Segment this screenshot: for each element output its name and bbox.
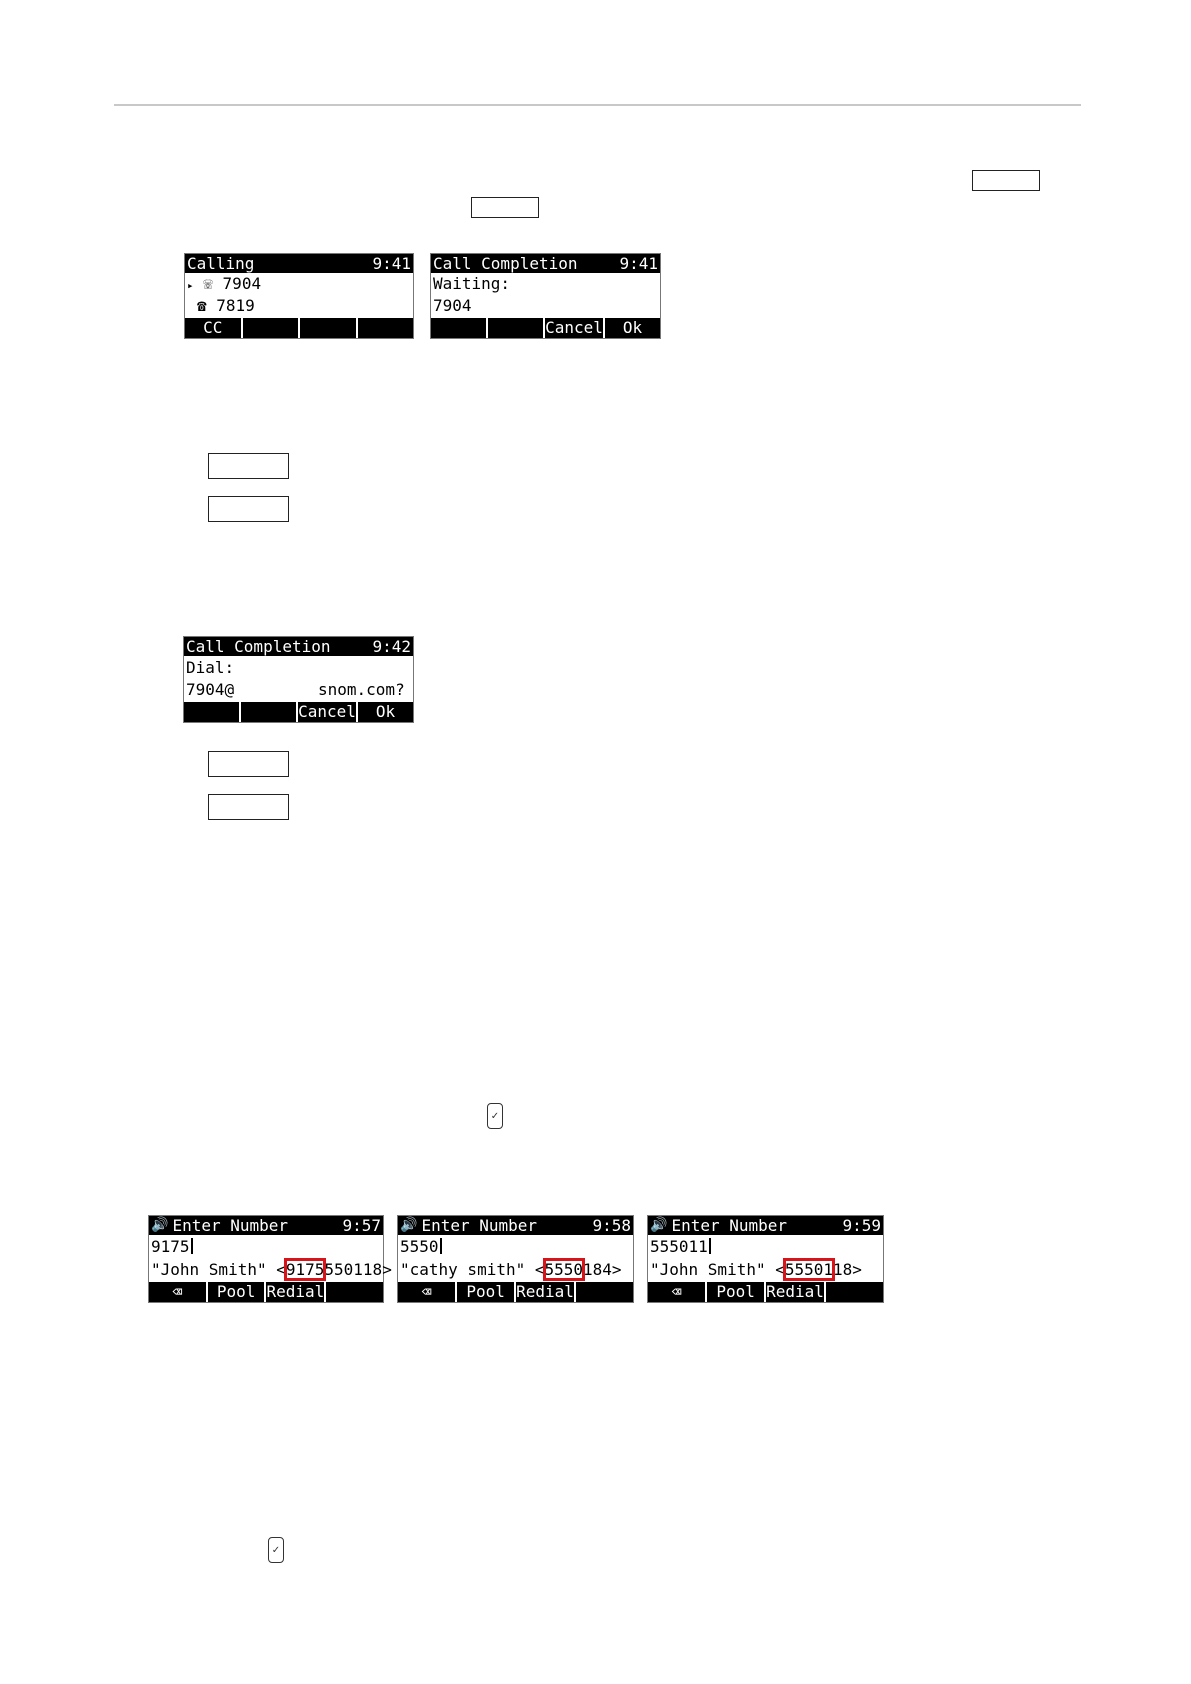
screen-title: Enter Number [172,1216,289,1235]
text-cursor [709,1238,711,1254]
phone-outgoing-icon: ☏ [203,274,213,293]
contact-name: "cathy smith" < [400,1260,545,1279]
softkey-redial[interactable]: Redial [766,1282,824,1301]
selection-arrow-icon: ▸ [187,279,194,292]
screen-title: Call Completion [186,637,331,656]
softkey-4[interactable] [826,1282,883,1302]
check-key-icon: ✓ [268,1537,284,1563]
suggestion-line [650,1260,862,1280]
text-cursor [440,1238,442,1254]
phone-screen-enter-number-2 [397,1215,634,1303]
status-line: Waiting: [433,274,511,293]
softkey-4[interactable] [358,318,414,338]
screen-title-bar [184,637,413,656]
softkey-bar [431,318,660,338]
phone-icon: ☎ [197,296,207,315]
remaining-digits: 18> [833,1260,862,1279]
screen-title-bar [185,254,413,273]
number-line: 7904 [433,296,472,315]
softkey-4[interactable] [576,1282,633,1302]
backspace-icon[interactable]: ⌫ [648,1282,707,1302]
dial-label: Dial: [186,658,235,677]
screen-time: 9:41 [619,254,658,273]
phone-screen-enter-number-1 [148,1215,392,1303]
key-box-3 [208,453,289,479]
softkey-redial[interactable]: Redial [266,1282,325,1301]
header-rule [114,104,1081,106]
softkey-1[interactable] [431,318,488,338]
softkey-ok[interactable]: Ok [375,702,396,721]
key-box-1 [972,170,1040,191]
softkey-bar [149,1282,383,1302]
key-box-2 [471,197,539,218]
screen-title-bar [431,254,660,273]
dial-domain: snom.com? [318,680,405,699]
text-cursor [191,1238,193,1254]
call-line-held [197,296,255,316]
key-box-5 [208,751,289,777]
softkey-4[interactable] [326,1282,383,1302]
typed-number: 555011 [650,1237,711,1257]
softkey-bar [184,702,413,722]
softkey-pool[interactable]: Pool [457,1282,516,1302]
screen-title: Call Completion [433,254,578,273]
check-key-icon: ✓ [487,1103,503,1129]
softkey-cancel[interactable]: Cancel [298,702,356,721]
softkey-2[interactable] [488,318,545,338]
screen-time: 9:41 [372,254,411,273]
screen-title: Enter Number [671,1216,788,1235]
backspace-icon[interactable]: ⌫ [398,1282,457,1302]
suggestion-line [151,1260,392,1280]
call-number: 7819 [216,296,255,315]
softkey-1[interactable] [184,702,241,722]
screen-title-bar [398,1216,633,1235]
softkey-bar [648,1282,883,1302]
backspace-icon[interactable]: ⌫ [149,1282,208,1302]
screen-title-bar [648,1216,883,1235]
matched-digits: 9175 [285,1260,325,1279]
contact-name: "John Smith" < [151,1260,286,1279]
phone-screen-call-completion-waiting [430,253,661,339]
screen-title-bar [149,1216,383,1235]
speaker-icon: 🔊 [400,1217,418,1233]
screen-title: Calling [187,254,255,273]
softkey-2[interactable] [241,702,298,722]
screen-time: 9:58 [592,1216,631,1235]
typed-number: 9175 [151,1237,193,1257]
matched-digits: 5550 [544,1260,584,1279]
call-line-active [187,274,261,296]
phone-screen-enter-number-3 [647,1215,884,1303]
softkey-redial[interactable]: Redial [516,1282,574,1301]
softkey-pool[interactable]: Pool [208,1282,267,1302]
key-box-6 [208,794,289,820]
speaker-icon: 🔊 [650,1217,668,1233]
dial-number: 7904@ [186,680,235,699]
softkey-bar [398,1282,633,1302]
screen-time: 9:59 [842,1216,881,1235]
matched-digits: 55501 [784,1260,834,1279]
typed-number: 5550 [400,1237,442,1257]
softkey-3[interactable] [300,318,358,338]
remaining-digits: 184> [583,1260,622,1279]
softkey-pool[interactable]: Pool [707,1282,766,1302]
call-number: 7904 [222,274,262,293]
softkey-cancel[interactable]: Cancel [545,318,603,337]
softkey-ok[interactable]: Ok [622,318,643,337]
suggestion-line [400,1260,622,1280]
phone-screen-calling [184,253,414,339]
screen-time: 9:57 [342,1216,381,1235]
screen-time: 9:42 [372,637,411,656]
key-box-4 [208,496,289,522]
softkey-bar [185,318,413,338]
phone-screen-call-completion-dial [183,636,414,723]
speaker-icon: 🔊 [151,1217,169,1233]
softkey-cc[interactable]: CC [185,318,243,338]
softkey-2[interactable] [243,318,301,338]
screen-title: Enter Number [421,1216,538,1235]
remaining-digits: 550118> [324,1260,392,1279]
contact-name: "John Smith" < [650,1260,785,1279]
